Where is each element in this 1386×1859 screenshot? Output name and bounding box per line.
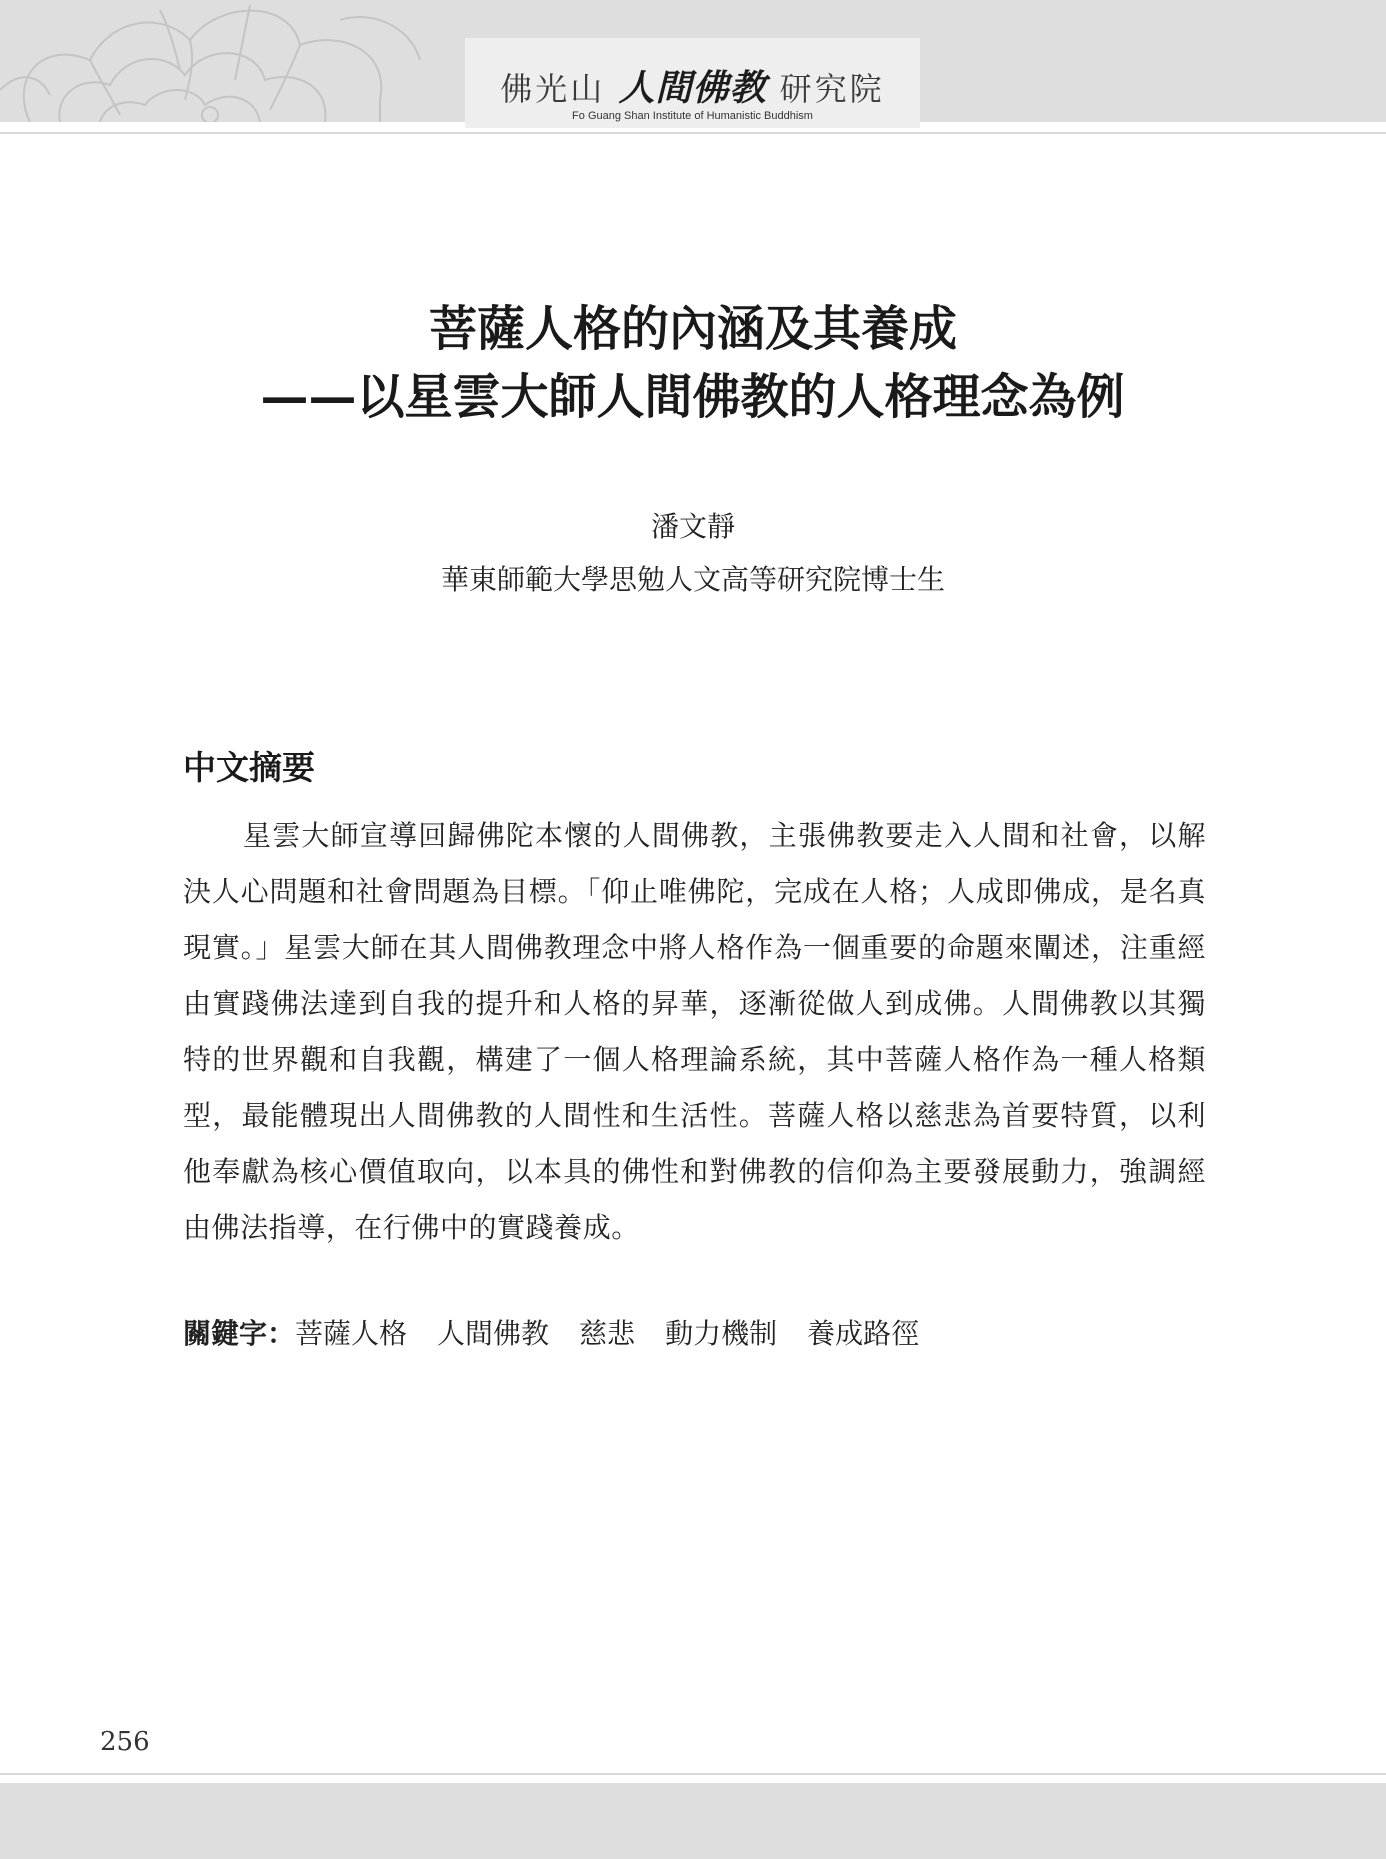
author-affiliation: 華東師範大學思勉人文高等研究院博士生 xyxy=(440,563,945,596)
abstract-heading: 中文摘要 xyxy=(183,748,315,787)
institute-name xyxy=(465,60,920,111)
lotus-ornament xyxy=(0,0,440,122)
footer-band xyxy=(0,1783,1386,1859)
keyword-item: 養成路徑 xyxy=(807,1317,920,1350)
keyword-item: 人間佛教 xyxy=(437,1317,550,1350)
institute-english-name: Fo Guang Shan Institute of Humanistic Buddhism xyxy=(572,110,813,122)
footer-rule xyxy=(0,1773,1386,1775)
paper-title xyxy=(0,295,1386,431)
institute-suffix: 研究院 xyxy=(779,70,885,108)
institute-header xyxy=(465,38,920,128)
keyword-item: 菩薩人格 xyxy=(295,1317,408,1350)
keywords-label: 關鍵字： xyxy=(183,1317,296,1350)
page-number: 256 xyxy=(100,1727,150,1757)
institute-brand: 人間佛教 xyxy=(618,67,767,109)
keyword-item: 動力機制 xyxy=(665,1317,778,1350)
title-line-2: ——以星雲大師人間佛教的人格理念為例 xyxy=(260,369,1125,425)
institute-prefix: 佛光山 xyxy=(500,70,606,108)
title-line-1: 菩薩人格的內涵及其養成 xyxy=(428,301,957,357)
keyword-item: 慈悲 xyxy=(579,1317,636,1350)
keywords xyxy=(183,1312,949,1352)
header-rule xyxy=(0,132,1386,134)
author-name: 潘文靜 xyxy=(650,510,735,543)
abstract-body: 星雲大師宣導回歸佛陀本懷的人間佛教，主張佛教要走入人間和社會，以解決人心問題和社會問題為目標。「仰止唯佛陀，完成在人格；人成即佛成，是名真現實。」星雲大師在其人間佛教理念中將人格作為一個重要的命題來闡述，注重經由實踐佛法達到自我的提升和人格的昇華，逐漸從做人到成佛。人間佛教以其獨特的世界觀和自我觀，構建了一個人格理論系統，其中菩薩人格作為一種人格類型，最能體現出人間佛教的人間性和生活性。菩薩人格以慈悲為首要特質，以利他奉獻為核心價值取向，以本具的佛性和對佛教的信仰為主要發展動力，強調經由佛法指導，在行佛中的實踐養成。 xyxy=(183,819,1206,1244)
